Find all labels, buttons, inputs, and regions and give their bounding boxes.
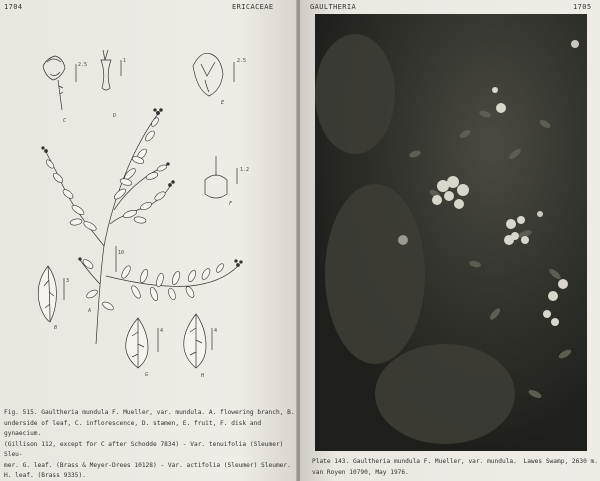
caption-line: H. leaf. (Brass 9335).: [4, 472, 86, 479]
flowering-branch-drawing: [42, 109, 243, 344]
scale-label-e: 2.5: [237, 58, 247, 64]
figure-label-f: F: [229, 201, 233, 207]
figure-label-g: G: [145, 372, 149, 378]
botanical-illustration: [0, 14, 297, 414]
leaf-b-drawing: [38, 266, 64, 322]
caption-line: underside of leaf, C. inflorescence, D. stamen, E. fruit, F. disk and gynaecium.: [4, 419, 262, 437]
figure-label-a: A: [88, 308, 92, 314]
right-page: [300, 0, 600, 481]
leaf-g-drawing: [126, 318, 158, 368]
plate-caption-line-1: [312, 457, 598, 468]
fruit-drawing: [193, 53, 234, 96]
left-page: [0, 0, 297, 481]
figure-label-d: D: [113, 113, 117, 119]
page-number-left: 1704: [4, 3, 23, 11]
figure-label-c: C: [63, 118, 67, 124]
scale-label-c: 2.5: [78, 62, 88, 68]
caption-line: mer. G. leaf. (Brass & Meyer-Drees 10128) - Var. actifolia (Sleumer) Sleumer.: [4, 461, 291, 469]
running-head-left: ERICACEAE: [232, 3, 274, 11]
inflorescence-drawing: [43, 56, 76, 110]
plate-caption-line-2: van Royen 10790, May 1976.: [312, 468, 409, 476]
running-head-right: GAULTHERIA: [310, 3, 357, 11]
stamen-drawing: [101, 50, 121, 90]
leaf-h-drawing: [184, 314, 212, 368]
plate-caption-location: Lawes Swamp, 2630 m.: [523, 458, 598, 465]
figure-caption: [4, 408, 296, 481]
plant-photograph: [315, 14, 587, 451]
figure-label-h: H: [201, 373, 205, 379]
figure-label-e: E: [221, 100, 225, 106]
figure-label-b: B: [54, 325, 58, 331]
plate-caption-title: Plate 143. Gaultheria mundula F. Mueller, var. mundula.: [312, 458, 517, 465]
caption-line: Fig. 515. Gaultheria mundula F. Mueller, var. mundula. A. flowering branch, B.: [4, 409, 295, 416]
scale-label-d: 1: [123, 58, 127, 64]
scale-label-f: 1.2: [240, 167, 250, 173]
caption-line: (Gillison 112, except for C after Schodde 7834) - Var. tenuifolia (Sleumer) Sleu-: [4, 440, 284, 458]
page-number-right: 1705: [573, 3, 592, 11]
plate-caption: [312, 457, 598, 478]
gynaecium-drawing: [205, 156, 237, 198]
scale-label-h: 4: [214, 328, 218, 334]
scale-label-b: 3: [66, 278, 70, 284]
scale-label-g: 4: [160, 328, 164, 334]
scale-label-a: 10: [118, 250, 125, 256]
